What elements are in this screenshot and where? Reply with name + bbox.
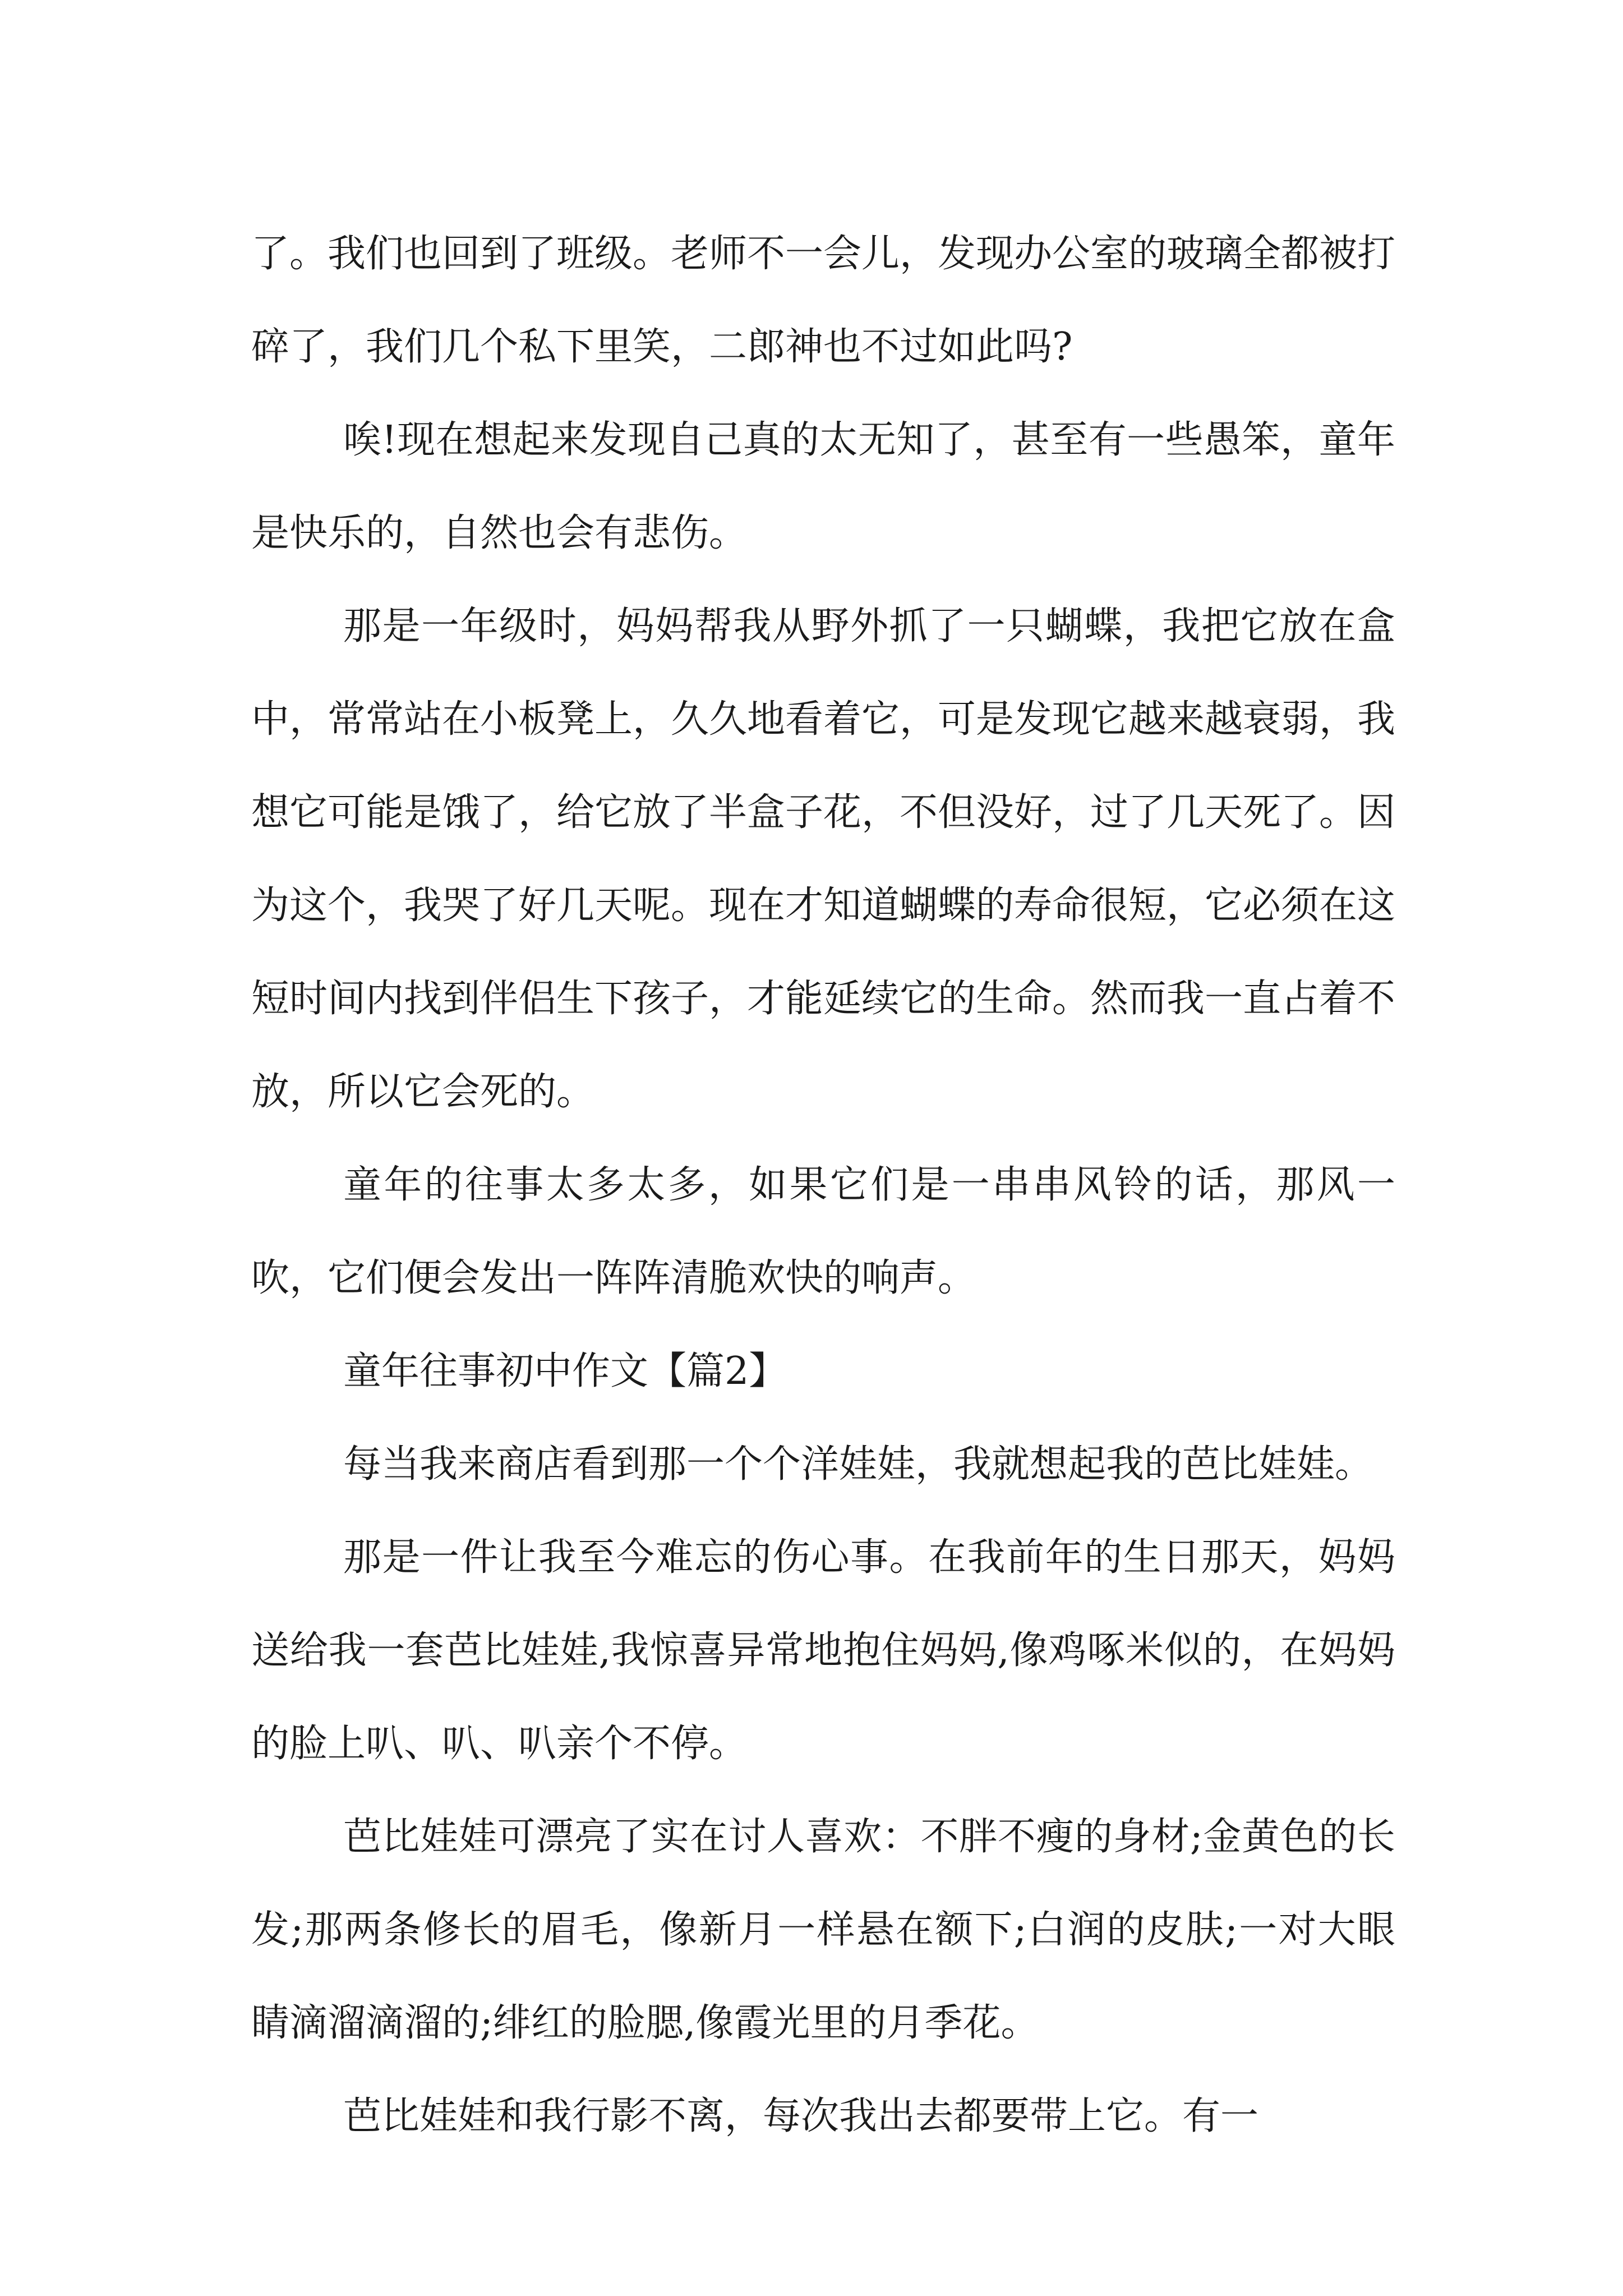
- paragraph-4: 童年的往事太多太多，如果它们是一串串风铃的话，那风一吹，它们便会发出一阵阵清脆欢快的响声。: [251, 1163, 1395, 1300]
- paragraph-2: 唉!现在想起来发现自己真的太无知了，甚至有一些愚笨，童年是快乐的，自然也会有悲伤。: [251, 418, 1395, 555]
- paragraph-8: 芭比娃娃可漂亮了实在讨人喜欢：不胖不瘦的身材;金黄色的长发;那两条修长的眉毛，像新月一样悬在额下;白润的皮肤;一对大眼睛滴溜滴溜的;绯红的脸腮,像霞光里的月季花。: [251, 1815, 1395, 2045]
- paragraph-1: 了。我们也回到了班级。老师不一会儿，发现办公室的玻璃全都被打碎了，我们几个私下里笑，二郎神也不过如此吗?: [251, 232, 1396, 369]
- document-page: [251, 208, 1395, 2163]
- paragraph-3: 那是一年级时，妈妈帮我从野外抓了一只蝴蝶，我把它放在盒中，常常站在小板凳上，久久地看着它，可是发现它越来越衰弱，我想它可能是饿了，给它放了半盒子花，不但没好，过了几天死了。因为这个，我哭了好几天呢。现在才知道蝴蝶的寿命很短，它必须在这短时间内找到伴侣生下孩子，才能延续它的生命。然而我一直占着不放，所以它会死的。: [251, 604, 1396, 1114]
- section-heading: 童年往事初中作文【篇2】: [343, 1349, 787, 1393]
- paragraph-7: 那是一件让我至今难忘的伤心事。在我前年的生日那天，妈妈送给我一套芭比娃娃,我惊喜异常地抱住妈妈,像鸡啄米似的，在妈妈的脸上叭、叭、叭亲个不停。: [251, 1535, 1395, 1766]
- paragraph-9: 芭比娃娃和我行影不离，每次我出去都要带上它。有一: [343, 2094, 1259, 2138]
- paragraph-6: 每当我来商店看到那一个个洋娃娃，我就想起我的芭比娃娃。: [343, 1442, 1373, 1487]
